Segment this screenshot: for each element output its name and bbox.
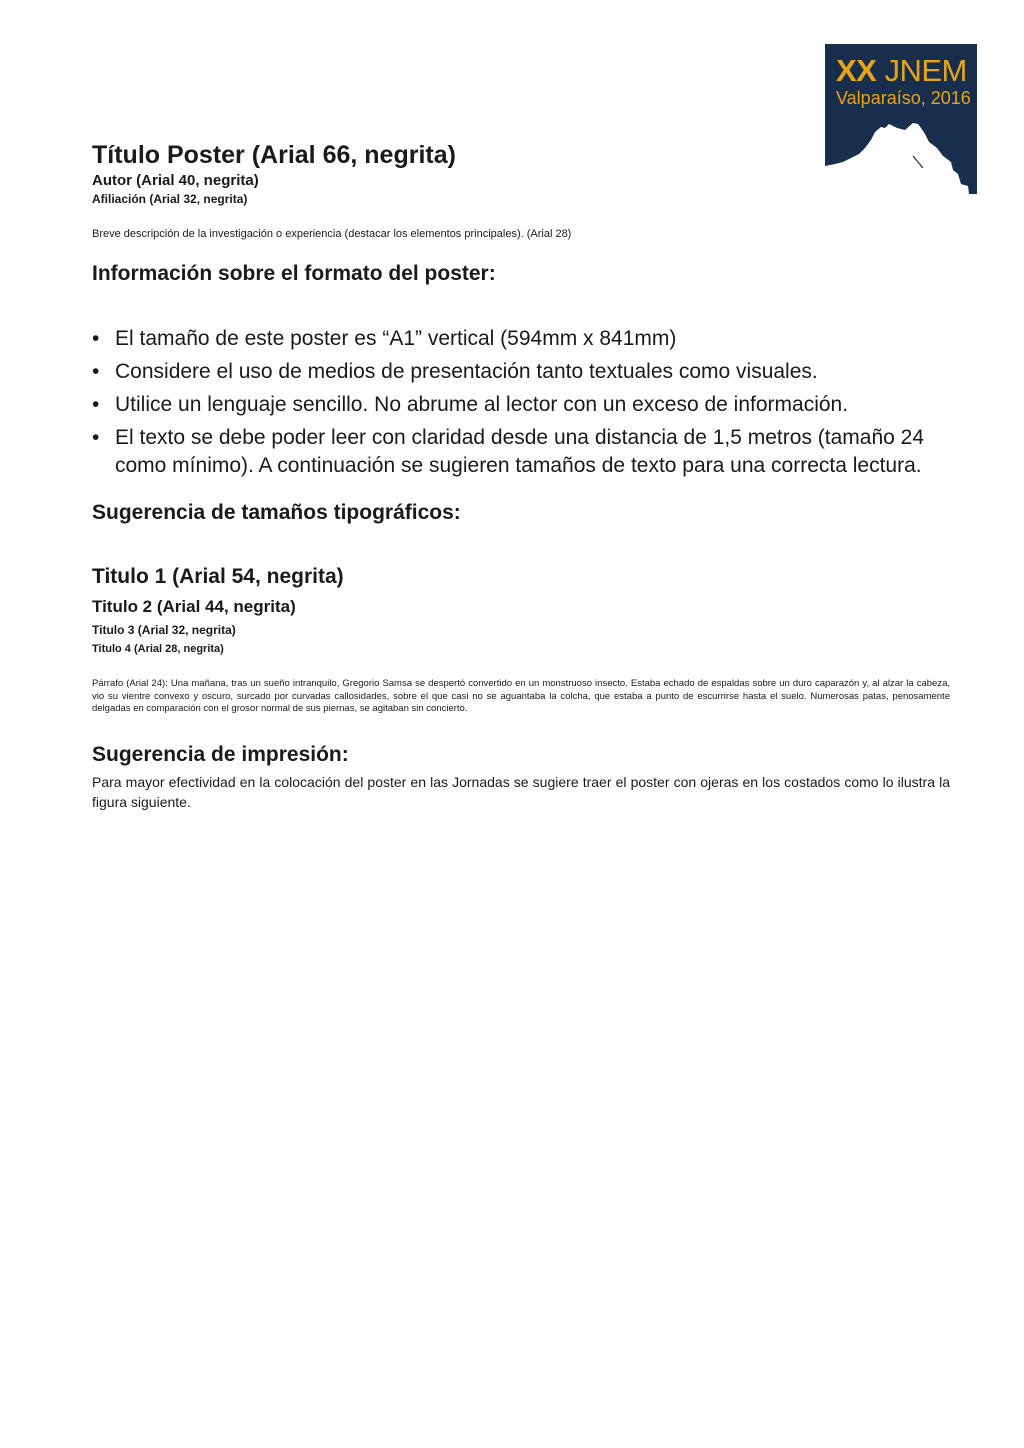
format-bullet-list (92, 325, 932, 480)
print-text: Para mayor efectividad en la colocación del poster en las Jornadas se sugiere traer el poster con ojeras en los costados como lo ilustra la figura siguiente. (92, 773, 950, 810)
format-heading: Información sobre el formato del poster: (92, 262, 496, 285)
bullet-icon: • (92, 393, 100, 416)
poster-affiliation: Afiliación (Arial 32, negrita) (92, 192, 248, 206)
typography-heading: Sugerencia de tamaños tipográficos: (92, 501, 461, 524)
poster-content (92, 140, 952, 812)
logo-title (836, 54, 967, 88)
format-bullet-text: Considere el uso de medios de presentación tanto textuales como visuales. (115, 360, 818, 383)
typography-paragraph-sample: Párrafo (Arial 24): Una mañana, tras un sueño intranquilo, Gregorio Samsa se despertó convertido en un monstruoso insecto. Estaba echado de espaldas sobre un duro caparazón y, al alzar la cabeza, vio su vientre convexo y oscuro, surcado por curvadas callosidades, sobre el que casi no se aguantaba la colcha, que estaba a punto de escurrirse hasta el suelo. Numerosas patas, penosamente delgadas en comparación con el grosor normal de sus piernas, se agitaban sin concierto. (92, 678, 950, 714)
format-bullet-item (92, 424, 932, 480)
logo-subtitle: Valparaíso, 2016 (836, 88, 971, 108)
logo-title-jnem: JNEM (884, 53, 967, 88)
format-bullet-item (92, 325, 932, 353)
format-bullet-item (92, 358, 932, 386)
format-bullet-text: Utilice un lenguaje sencillo. No abrume al lector con un exceso de información. (115, 393, 849, 416)
print-heading: Sugerencia de impresión: (92, 742, 349, 766)
poster-description: Breve descripción de la investigación o experiencia (destacar los elementos principales). (Arial 28) (92, 228, 572, 240)
logo-title-xx: XX (836, 53, 877, 88)
typography-title-2: Titulo 2 (Arial 44, negrita) (92, 597, 296, 616)
poster-title: Título Poster (Arial 66, negrita) (92, 141, 456, 169)
bullet-icon: • (92, 327, 100, 350)
format-bullet-item (92, 391, 932, 419)
typography-title-3: Titulo 3 (Arial 32, negrita) (92, 623, 236, 637)
bullet-icon: • (92, 360, 100, 383)
typography-title-1: Titulo 1 (Arial 54, negrita) (92, 565, 344, 588)
format-bullet-text: El texto se debe poder leer con claridad desde una distancia de 1,5 metros (tamaño 24 como mínimo). A continuación se sugieren tamaños de texto para una correcta lectura. (115, 426, 925, 477)
format-bullet-text: El tamaño de este poster es “A1” vertical (594mm x 841mm) (115, 327, 677, 350)
bullet-icon: • (92, 426, 100, 449)
poster-author: Autor (Arial 40, negrita) (92, 172, 259, 189)
typography-title-4: Titulo 4 (Arial 28, negrita) (92, 643, 224, 655)
